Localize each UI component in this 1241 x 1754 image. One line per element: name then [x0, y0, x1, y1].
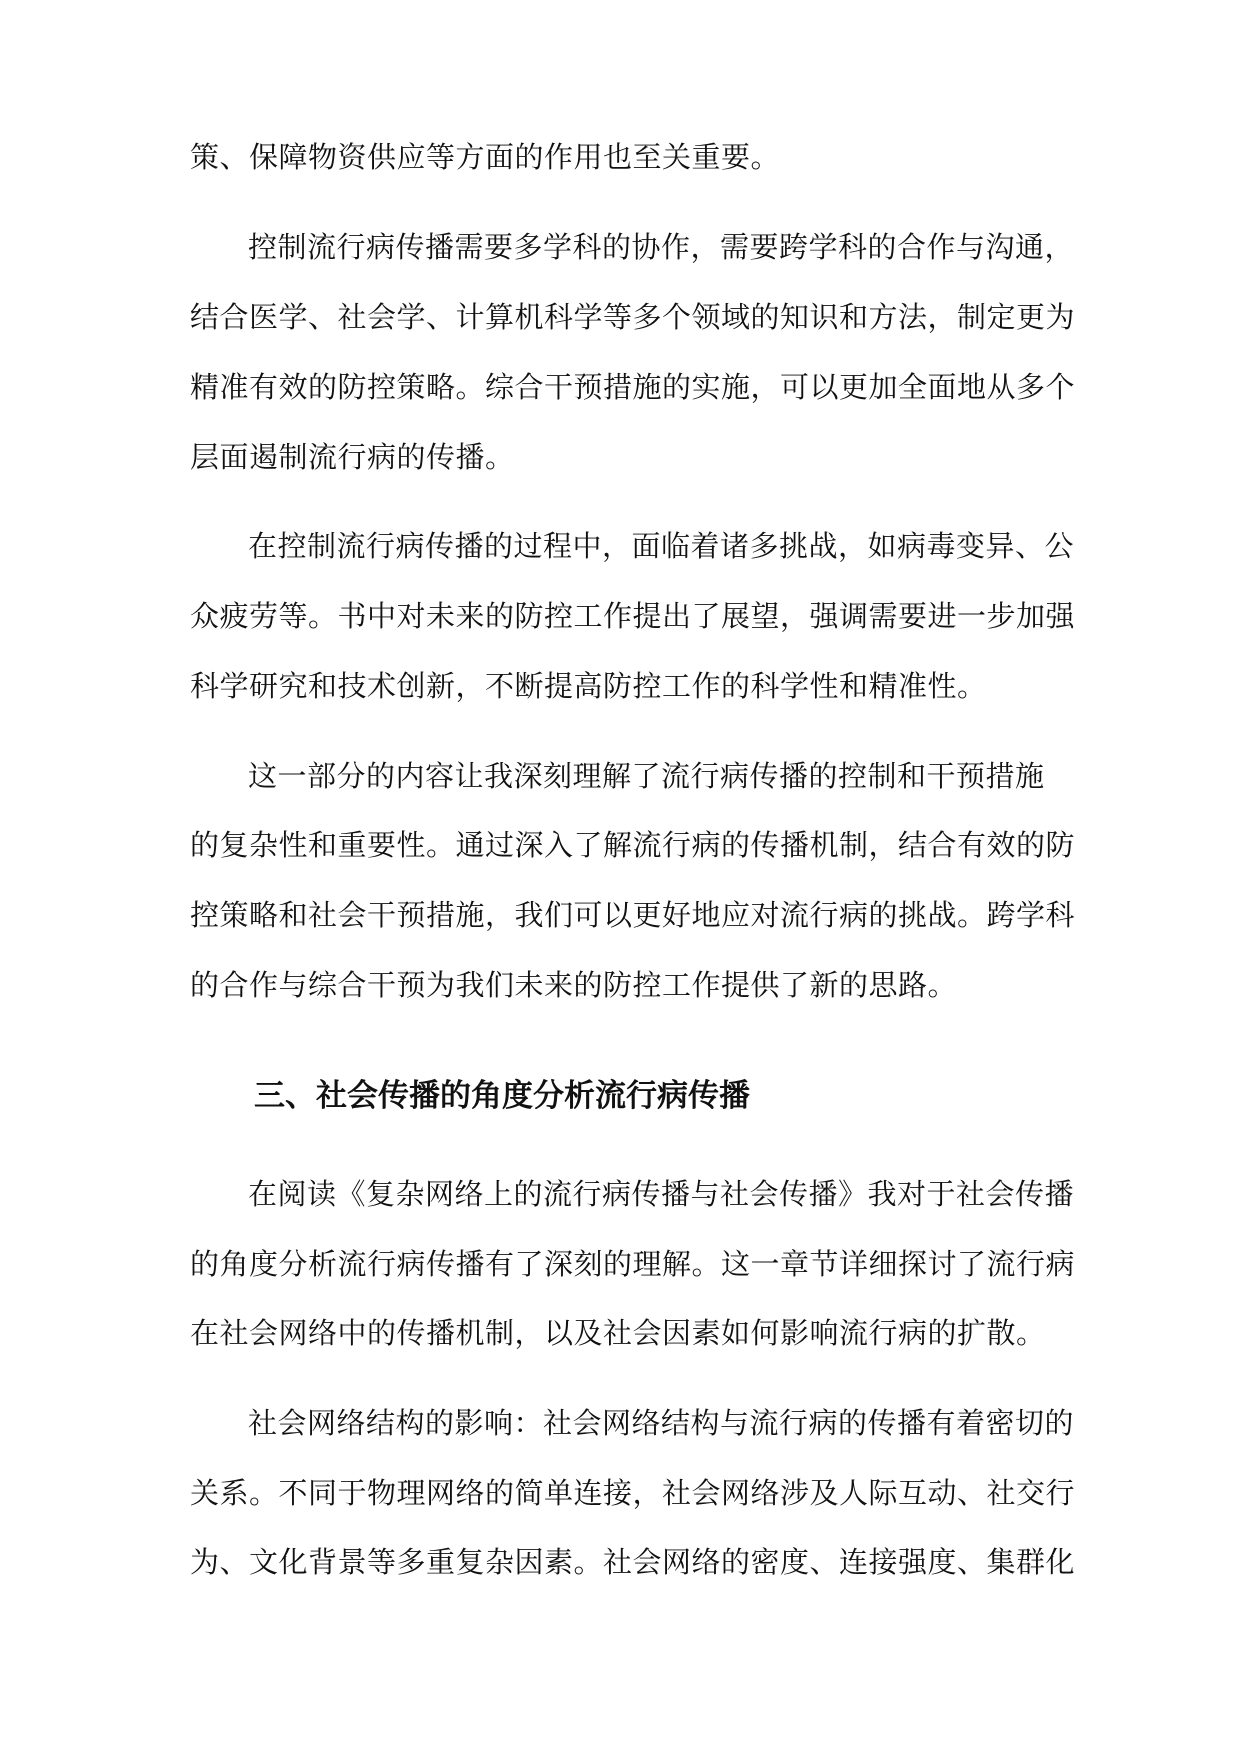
- paragraph-first-line: 控制流行病传播需要多学科的协作，需要跨学科的合作与沟通，: [248, 230, 1075, 264]
- text-line: 的合作与综合干预为我们未来的防控工作提供了新的思路。: [190, 968, 958, 1002]
- text-line: 关系。不同于物理网络的简单连接，社会网络涉及人际互动、社交行: [190, 1476, 1076, 1510]
- text-line: 策、保障物资供应等方面的作用也至关重要。: [190, 140, 781, 174]
- text-line: 的角度分析流行病传播有了深刻的理解。这一章节详细探讨了流行病: [190, 1247, 1076, 1281]
- text-line: 层面遏制流行病的传播。: [190, 440, 515, 474]
- paragraph-first-line: 社会网络结构的影响：社会网络结构与流行病的传播有着密切的: [248, 1406, 1075, 1440]
- paragraph-first-line: 在阅读《复杂网络上的流行病传播与社会传播》我对于社会传播: [248, 1177, 1075, 1211]
- text-line: 众疲劳等。书中对未来的防控工作提出了展望，强调需要进一步加强: [190, 599, 1076, 633]
- text-line: 控策略和社会干预措施，我们可以更好地应对流行病的挑战。跨学科: [190, 898, 1076, 932]
- paragraph-first-line: 这一部分的内容让我深刻理解了流行病传播的控制和干预措施: [248, 759, 1045, 793]
- paragraph-first-line: 在控制流行病传播的过程中，面临着诸多挑战，如病毒变异、公: [248, 529, 1075, 563]
- text-line: 为、文化背景等多重复杂因素。社会网络的密度、连接强度、集群化: [190, 1545, 1076, 1579]
- text-line: 的复杂性和重要性。通过深入了解流行病的传播机制，结合有效的防: [190, 828, 1076, 862]
- text-line: 在社会网络中的传播机制，以及社会因素如何影响流行病的扩散。: [190, 1316, 1046, 1350]
- text-line: 科学研究和技术创新，不断提高防控工作的科学性和精准性。: [190, 669, 987, 703]
- section-heading: 三、社会传播的角度分析流行病传播: [254, 1078, 750, 1114]
- text-line: 精准有效的防控策略。综合干预措施的实施，可以更加全面地从多个: [190, 370, 1076, 404]
- text-line: 结合医学、社会学、计算机科学等多个领域的知识和方法，制定更为: [190, 300, 1076, 334]
